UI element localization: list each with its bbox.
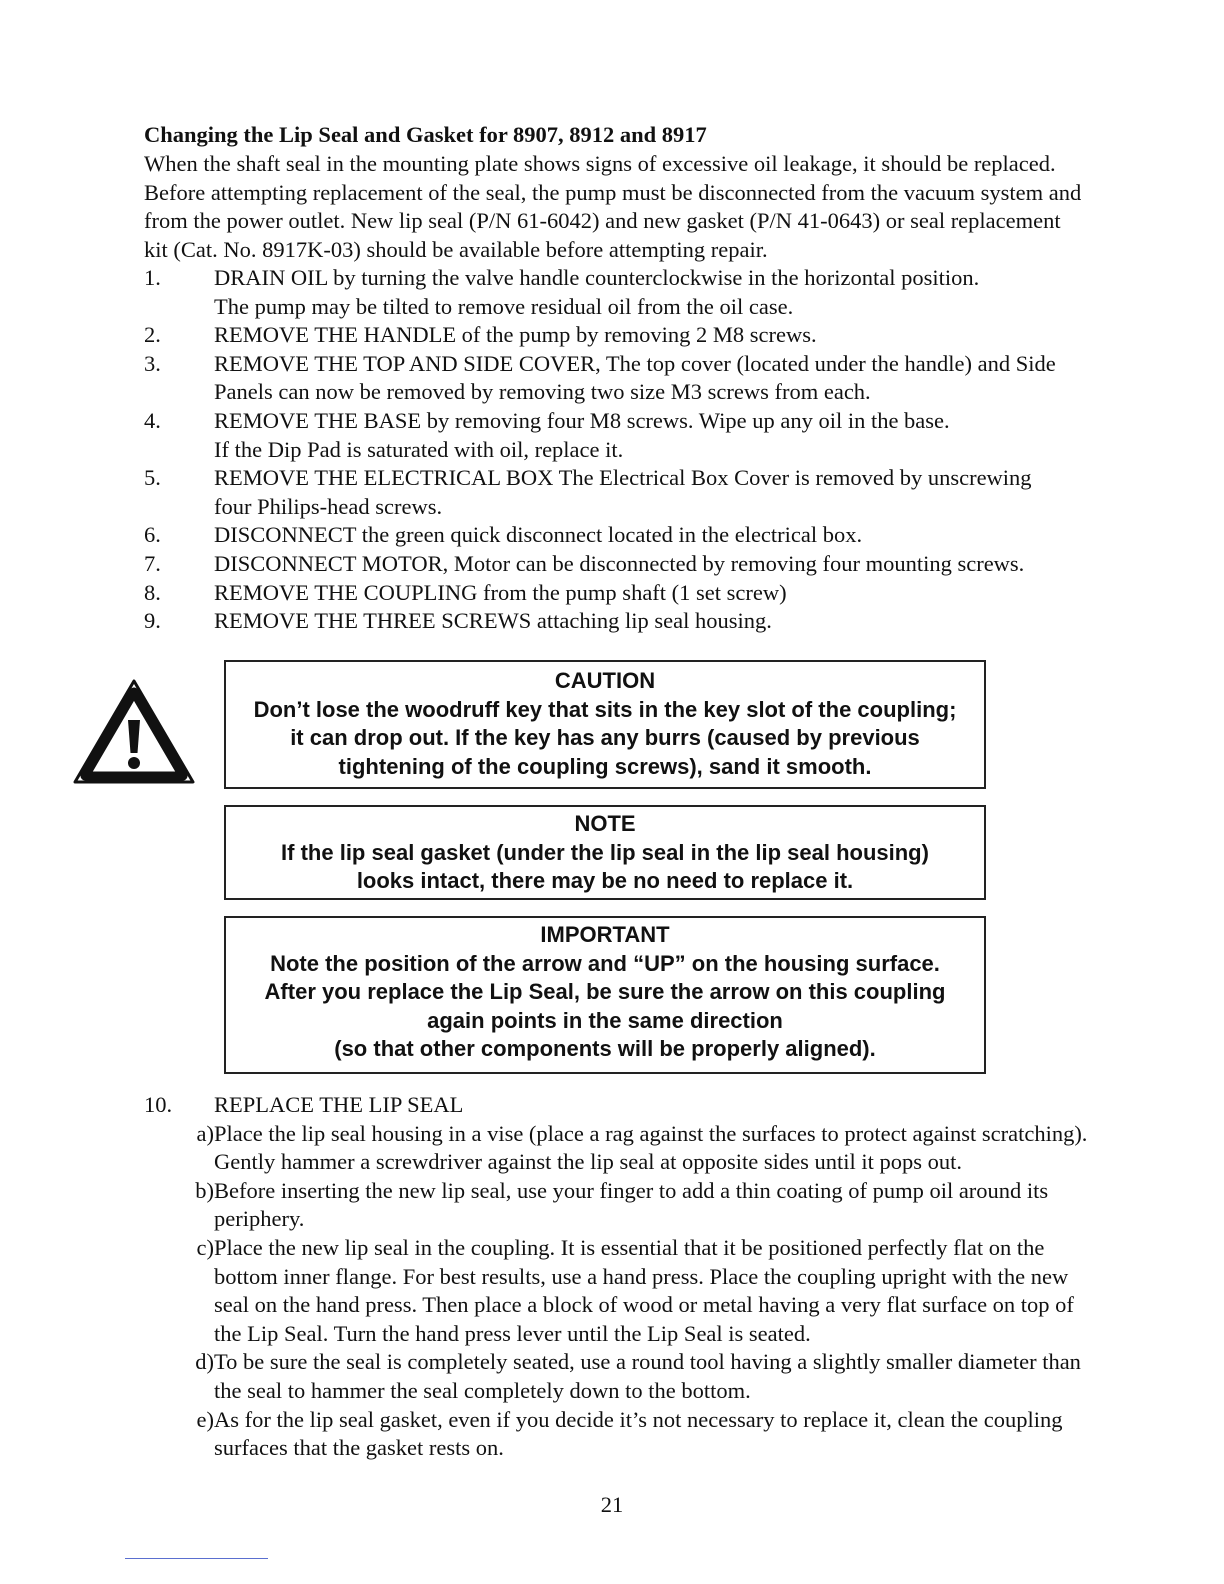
caution-text: it can drop out. If the key has any burrs (caused by previous [290,725,920,751]
important-text: again points in the same direction [427,1007,783,1033]
step-number: 6. [144,522,161,548]
substep-letter: b) [195,1177,214,1203]
caution-title: CAUTION [554,668,656,693]
important-text: (so that other components will be properly aligned). [334,1036,876,1062]
step-text: REMOVE THE TOP AND SIDE COVER, The top cover (located under the handle) and Side [214,350,1056,376]
substep-text: periphery. [214,1206,305,1232]
steps-list [144,264,1144,636]
step-number: 9. [144,608,161,634]
step-2 [144,321,1144,350]
note-box [224,805,986,900]
section-heading: Changing the Lip Seal and Gasket for 8907, 8912 and 8917 [144,122,707,147]
substep-letter: d) [195,1349,214,1375]
step-text: REMOVE THE BASE by removing four M8 screws. Wipe up any oil in the base. [214,407,950,433]
substep-text: the seal to hammer the seal completely down to the bottom. [214,1377,751,1403]
substep-c [144,1234,1154,1348]
intro-paragraph [144,150,1144,264]
substep-letter: a) [196,1120,214,1146]
step-text: DISCONNECT MOTOR, Motor can be disconnected by removing four mounting screws. [214,550,1025,576]
step-number: 8. [144,579,161,605]
intro-line: kit (Cat. No. 8917K-03) should be available before attempting repair. [144,236,768,262]
substep-letter: c) [196,1234,214,1260]
important-text: Note the position of the arrow and “UP” on the housing surface. [270,950,940,976]
caution-text: Don’t lose the woodruff key that sits in the key slot of the coupling; [253,696,957,722]
step-text: REMOVE THE COUPLING from the pump shaft (1 set screw) [214,579,787,605]
step-text: four Philips-head screws. [214,493,443,519]
substep-text: seal on the hand press. Then place a block of wood or metal having a very flat surface on top of [214,1292,1074,1318]
step-3 [144,350,1144,407]
substep-text: the Lip Seal. Turn the hand press lever until the Lip Seal is seated. [214,1320,811,1346]
warning-triangle-icon [72,678,196,786]
step-text: Panels can now be removed by removing two size M3 screws from each. [214,379,871,405]
intro-line: from the power outlet. New lip seal (P/N 61-6042) and new gasket (P/N 41-0643) or seal replacement [144,208,1061,234]
note-text: If the lip seal gasket (under the lip seal in the lip seal housing) [281,839,929,865]
step-number: 5. [144,465,161,491]
substep-text: surfaces that the gasket rests on. [214,1435,504,1461]
substep-letter: e) [196,1406,214,1432]
step-text: DRAIN OIL by turning the valve handle counterclockwise in the horizontal position. [214,265,980,290]
step-6 [144,521,1144,550]
note-text: looks intact, there may be no need to replace it. [356,868,854,894]
substep-text: Place the lip seal housing in a vise (place a rag against the surfaces to protect against scratching). [214,1120,1088,1146]
step-8 [144,579,1144,608]
important-text: After you replace the Lip Seal, be sure the arrow on this coupling [264,979,946,1005]
caution-text: tightening of the coupling screws), sand it smooth. [338,753,872,779]
step-text: DISCONNECT the green quick disconnect located in the electrical box. [214,522,863,548]
step-text: REMOVE THE ELECTRICAL BOX The Electrical Box Cover is removed by unscrewing [214,465,1032,491]
substep-text: Before inserting the new lip seal, use your finger to add a thin coating of pump oil around its [214,1177,1049,1203]
important-title: IMPORTANT [540,922,670,947]
step-text: REMOVE THE THREE SCREWS attaching lip seal housing. [214,608,772,634]
intro-line: When the shaft seal in the mounting plate shows signs of excessive oil leakage, it should be replaced. [144,151,1056,176]
substep-text: Place the new lip seal in the coupling. It is essential that it be positioned perfectly flat on the [214,1234,1045,1260]
step-text: REPLACE THE LIP SEAL [214,1092,464,1117]
substep-text: As for the lip seal gasket, even if you decide it’s not necessary to replace it, clean the coupling [214,1406,1063,1432]
substep-text: To be sure the seal is completely seated, use a round tool having a slightly smaller diameter than [214,1349,1081,1375]
step-7 [144,550,1144,579]
step-number: 3. [144,350,161,376]
substep-a [144,1120,1154,1177]
substep-text: Gently hammer a screwdriver against the lip seal at opposite sides until it pops out. [214,1149,962,1175]
note-title: NOTE [574,811,636,836]
substep-text: bottom inner flange. For best results, use a hand press. Place the coupling upright with the new [214,1263,1069,1289]
step-text: If the Dip Pad is saturated with oil, replace it. [214,436,624,462]
step-1 [144,264,1144,321]
step-10 [144,1091,1154,1463]
step-number: 7. [144,550,161,576]
substep-d [144,1348,1154,1405]
step-text: The pump may be tilted to remove residual oil from the oil case. [214,293,794,319]
footnote-divider [125,1558,268,1559]
important-box [224,916,986,1074]
substep-b [144,1177,1154,1234]
step-4 [144,407,1144,464]
step-number: 2. [144,322,161,348]
page-number: 21 [600,1492,624,1517]
intro-line: Before attempting replacement of the seal, the pump must be disconnected from the vacuum system and [144,179,1082,205]
step-5 [144,464,1144,521]
step-text: REMOVE THE HANDLE of the pump by removing 2 M8 screws. [214,322,817,348]
step-number: 4. [144,407,161,433]
caution-box [224,660,986,789]
step-9 [144,607,1144,636]
step-number: 1. [144,265,161,290]
substep-e [144,1406,1154,1463]
step-number: 10. [144,1092,173,1117]
